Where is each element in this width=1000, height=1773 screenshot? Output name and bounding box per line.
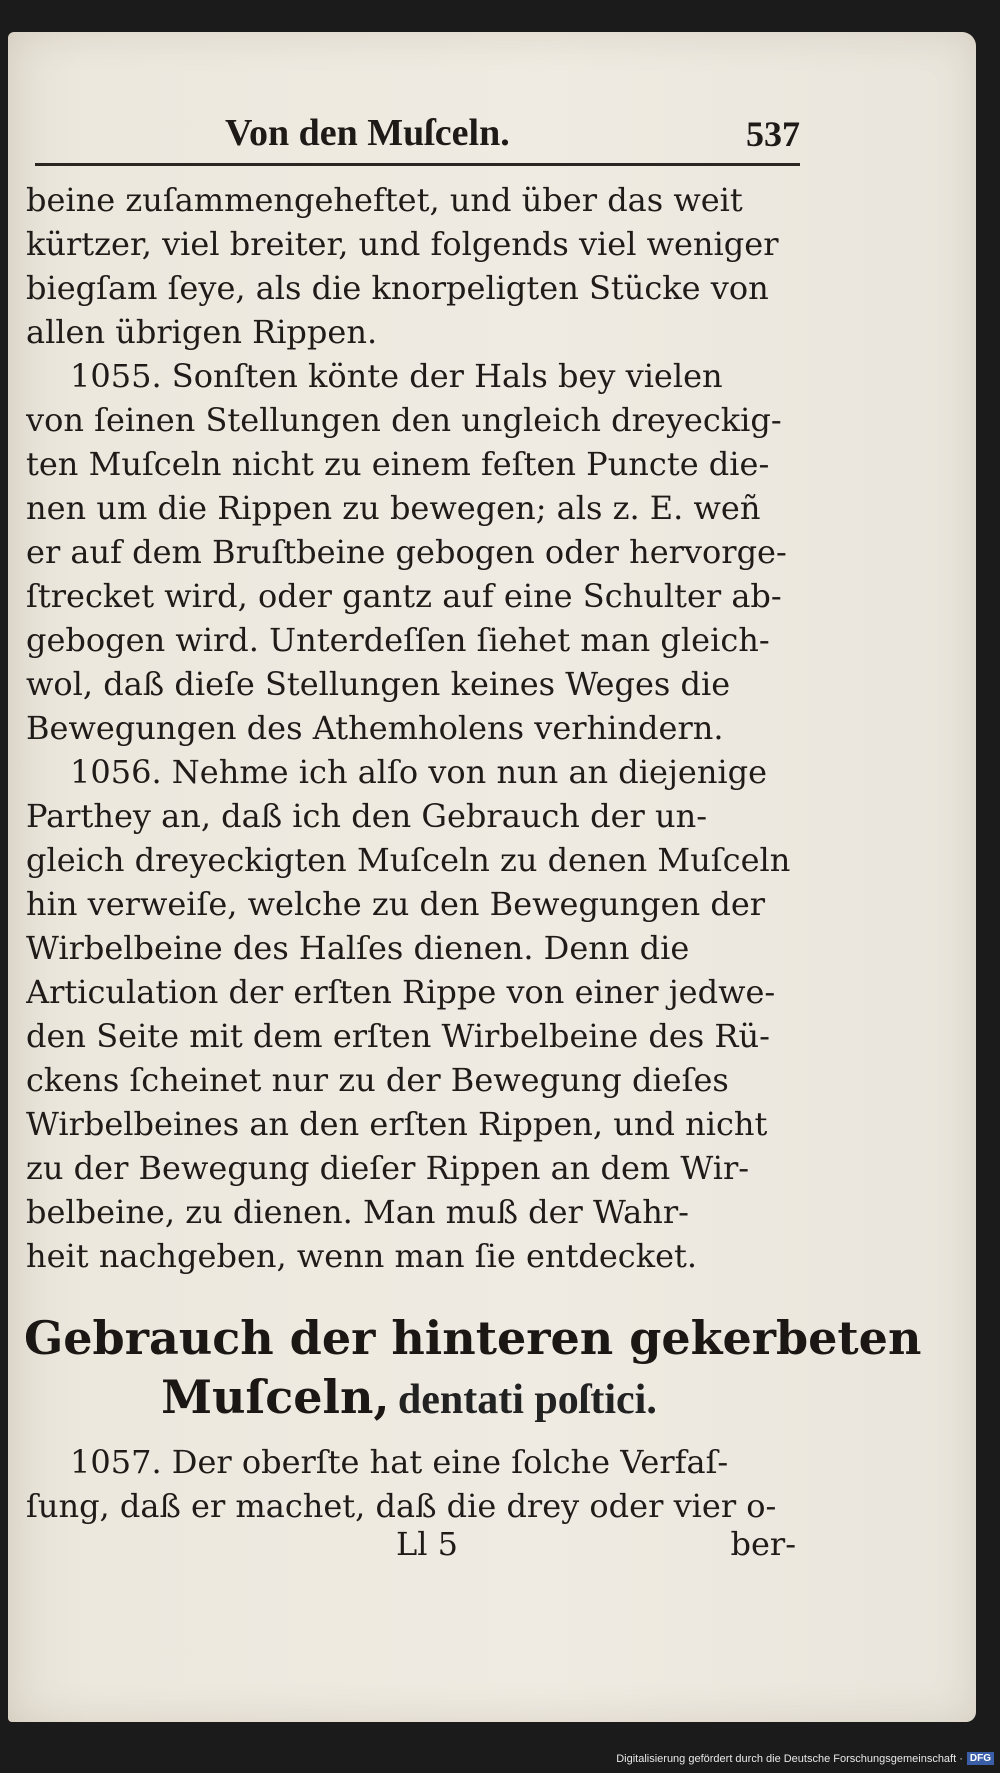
page-footer <box>26 1525 796 1575</box>
text-line: wol, daß dieſe Stellungen keines Weges die <box>26 665 731 703</box>
digitization-credit <box>616 1752 994 1765</box>
text-line: gebogen wird. Unterdeſſen ſiehet man gleich- <box>26 621 770 659</box>
text-line: Bewegungen des Athemholens verhindern. <box>26 709 724 747</box>
text-line: ten Muſceln nicht zu einem feſten Puncte die- <box>26 445 770 483</box>
section-heading-latin: dentati poſtici. <box>397 1377 657 1423</box>
header-rule <box>35 163 800 166</box>
text-line: 1055. Sonſten könte der Hals bey vielen <box>70 357 723 395</box>
body-text-before-heading <box>26 178 796 1278</box>
text-line: Parthey an, daß ich den Gebrauch der un- <box>26 797 707 835</box>
text-line: 1057. Der oberſte hat eine ſolche Verfaſ- <box>70 1443 729 1481</box>
text-line: heit nachgeben, wenn man ſie entdecket. <box>26 1237 698 1275</box>
text-line: biegſam ſeye, als die knorpeligten Stücke von <box>26 269 769 307</box>
page-header <box>35 105 800 165</box>
text-line: belbeine, zu dienen. Man muß der Wahr- <box>26 1193 689 1231</box>
credit-text: Digitalisierung gefördert durch die Deutsche Forschungsgemeinschaft · <box>616 1752 963 1765</box>
text-line: allen übrigen Rippen. <box>26 313 378 351</box>
text-line: gleich dreyeckigten Muſceln zu denen Muſceln <box>26 841 791 879</box>
text-line: ckens ſcheinet nur zu der Bewegung dieſes <box>26 1061 729 1099</box>
text-line: er auf dem Bruſtbeine gebogen oder hervorge- <box>26 533 787 571</box>
text-line: zu der Bewegung dieſer Rippen an dem Wir- <box>26 1149 750 1187</box>
text-line: hin verweiſe, welche zu den Bewegungen der <box>26 885 766 923</box>
section-heading-line2 <box>24 1366 794 1436</box>
text-line: Articulation der erſten Rippe von einer jedwe- <box>26 973 776 1011</box>
text-line: den Seite mit dem erſten Wirbelbeine des Rü- <box>26 1017 770 1055</box>
text-line: nen um die Rippen zu bewegen; als z. E. weñ <box>26 489 761 527</box>
catchword: ber- <box>730 1525 796 1563</box>
text-line: ſung, daß er machet, daß die drey oder vier o- <box>26 1487 777 1525</box>
section-heading-german: Muſceln, <box>161 1370 390 1424</box>
text-line: von ſeinen Stellungen den ungleich dreyeckig- <box>26 401 782 439</box>
running-head: Von den Muſceln. <box>225 112 510 154</box>
text-line: Wirbelbeines an den erſten Rippen, und nicht <box>26 1105 768 1143</box>
body-text-after-heading <box>26 1440 796 1528</box>
dfg-logo-icon: DFG <box>967 1752 994 1765</box>
page-number: 537 <box>746 114 800 154</box>
text-line: beine zuſammengeheftet, und über das weit <box>26 181 743 219</box>
text-line: 1056. Nehme ich alſo von nun an diejenige <box>70 753 768 791</box>
signature-mark: Ll 5 <box>396 1525 459 1563</box>
section-heading-line1: Gebrauch der hinteren gekerbeten <box>24 1311 922 1365</box>
text-line: ſtrecket wird, oder gantz auf eine Schulter ab- <box>26 577 782 615</box>
text-line: Wirbelbeine des Halſes dienen. Denn die <box>26 929 690 967</box>
section-heading <box>24 1310 922 1436</box>
text-line: kürtzer, viel breiter, und folgends viel weniger <box>26 225 779 263</box>
